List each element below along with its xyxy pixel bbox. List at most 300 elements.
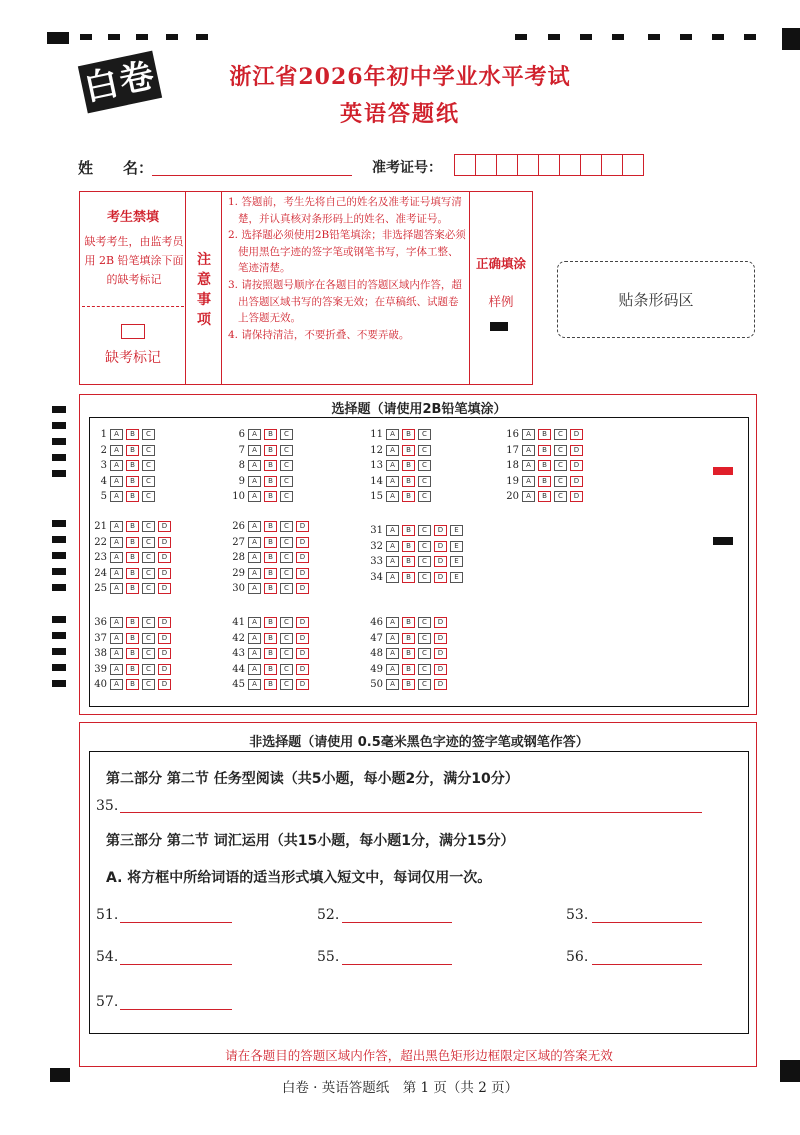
answer-line-53[interactable] bbox=[592, 922, 702, 923]
timing-mark bbox=[52, 438, 66, 445]
question-row bbox=[368, 540, 466, 553]
part3-heading: 第三部分 第二节 词汇运用（共15小题，每小题1分，满分15分） bbox=[106, 833, 515, 849]
option-bubble[interactable]: B bbox=[538, 445, 551, 456]
timing-mark bbox=[52, 680, 66, 687]
option-bubble[interactable]: A bbox=[110, 445, 123, 456]
option-bubble[interactable]: A bbox=[110, 633, 123, 644]
option-bubble[interactable]: B bbox=[126, 552, 139, 563]
option-bubble[interactable]: D bbox=[296, 568, 309, 579]
option-bubble[interactable]: B bbox=[264, 445, 277, 456]
option-bubble[interactable]: B bbox=[264, 568, 277, 579]
option-bubble[interactable]: D bbox=[296, 521, 309, 532]
option-bubble[interactable]: D bbox=[296, 679, 309, 690]
option-bubble[interactable]: C bbox=[142, 648, 155, 659]
option-bubble[interactable]: A bbox=[386, 460, 399, 471]
option-bubble[interactable]: A bbox=[110, 679, 123, 690]
option-bubble[interactable]: A bbox=[110, 537, 123, 548]
question-number: 42 bbox=[232, 632, 245, 644]
option-bubble[interactable]: A bbox=[110, 429, 123, 440]
option-bubble[interactable]: A bbox=[386, 664, 399, 675]
option-bubble[interactable]: C bbox=[280, 583, 293, 594]
question-row bbox=[92, 551, 174, 564]
id-digit-box[interactable] bbox=[454, 154, 476, 176]
option-bubble[interactable]: C bbox=[280, 552, 293, 563]
option-bubble[interactable]: B bbox=[402, 476, 415, 487]
option-bubble[interactable]: C bbox=[280, 537, 293, 548]
question-number: 15 bbox=[370, 491, 383, 502]
option-bubble[interactable]: C bbox=[142, 445, 155, 456]
option-bubble[interactable]: D bbox=[570, 476, 583, 487]
answer-line-57[interactable] bbox=[120, 1009, 232, 1010]
id-digit-box[interactable] bbox=[517, 154, 539, 176]
divider bbox=[82, 306, 184, 307]
question-row bbox=[92, 459, 158, 472]
option-bubble[interactable]: B bbox=[538, 460, 551, 471]
option-bubble[interactable]: B bbox=[264, 679, 277, 690]
option-bubble[interactable]: D bbox=[158, 521, 171, 532]
option-bubble[interactable]: C bbox=[280, 521, 293, 532]
question-row bbox=[230, 475, 296, 488]
timing-mark bbox=[52, 648, 66, 655]
option-bubble[interactable]: A bbox=[248, 537, 261, 548]
question-number: 18 bbox=[506, 460, 519, 471]
option-bubble[interactable]: B bbox=[402, 525, 415, 536]
option-bubble[interactable]: B bbox=[538, 491, 551, 502]
option-bubble[interactable]: A bbox=[248, 617, 261, 628]
question-number: 1 bbox=[100, 429, 107, 440]
option-bubble[interactable]: C bbox=[142, 583, 155, 594]
question-number: 43 bbox=[232, 648, 245, 659]
option-bubble[interactable]: B bbox=[402, 617, 415, 628]
notes-box bbox=[79, 191, 533, 385]
option-bubble[interactable]: A bbox=[522, 445, 535, 456]
id-digit-box[interactable] bbox=[580, 154, 602, 176]
option-bubble[interactable]: A bbox=[110, 648, 123, 659]
option-bubble[interactable]: D bbox=[158, 648, 171, 659]
option-bubble[interactable]: A bbox=[248, 648, 261, 659]
option-bubble[interactable]: C bbox=[418, 556, 431, 567]
option-bubble[interactable]: A bbox=[248, 460, 261, 471]
option-bubble[interactable]: C bbox=[418, 476, 431, 487]
option-bubble[interactable]: A bbox=[386, 491, 399, 502]
option-bubble[interactable]: A bbox=[386, 556, 399, 567]
option-bubble[interactable]: B bbox=[264, 648, 277, 659]
option-bubble[interactable]: E bbox=[450, 525, 463, 536]
option-bubble[interactable]: A bbox=[248, 491, 261, 502]
question-number: 56. bbox=[566, 949, 589, 965]
option-bubble[interactable]: B bbox=[126, 617, 139, 628]
option-bubble[interactable]: C bbox=[418, 572, 431, 583]
question-number: 34 bbox=[370, 571, 383, 583]
attention-label: 注 意 事 项 bbox=[197, 252, 211, 328]
option-bubble[interactable]: D bbox=[434, 572, 447, 583]
absent-title: 考生禁填 bbox=[106, 210, 159, 225]
option-bubble[interactable]: D bbox=[296, 648, 309, 659]
option-bubble[interactable]: D bbox=[158, 537, 171, 548]
question-row bbox=[504, 459, 586, 472]
option-bubble[interactable]: C bbox=[554, 460, 567, 471]
option-bubble[interactable]: C bbox=[554, 476, 567, 487]
fill-title: 正确填涂 bbox=[475, 256, 526, 271]
timing-mark bbox=[52, 520, 66, 527]
timing-mark bbox=[108, 34, 120, 40]
question-number: 52. bbox=[317, 907, 340, 923]
question-number: 8 bbox=[238, 460, 245, 471]
option-bubble[interactable]: D bbox=[434, 525, 447, 536]
option-bubble[interactable]: B bbox=[126, 664, 139, 675]
option-bubble[interactable]: A bbox=[110, 460, 123, 471]
question-row bbox=[368, 647, 450, 660]
option-bubble[interactable]: A bbox=[386, 648, 399, 659]
question-row bbox=[92, 616, 174, 629]
timing-mark bbox=[648, 34, 660, 40]
option-bubble[interactable]: C bbox=[418, 491, 431, 502]
option-bubble[interactable]: D bbox=[158, 679, 171, 690]
question-number: 45 bbox=[232, 679, 245, 690]
option-bubble[interactable]: D bbox=[296, 537, 309, 548]
question-number: 11 bbox=[370, 429, 383, 440]
option-bubble[interactable]: C bbox=[142, 633, 155, 644]
timing-mark bbox=[47, 32, 69, 44]
option-bubble[interactable]: C bbox=[142, 521, 155, 532]
question-row bbox=[92, 647, 174, 660]
option-bubble[interactable]: A bbox=[248, 429, 261, 440]
option-bubble[interactable]: C bbox=[280, 476, 293, 487]
option-bubble[interactable]: D bbox=[434, 679, 447, 690]
absent-checkbox[interactable] bbox=[121, 324, 145, 339]
option-bubble[interactable]: C bbox=[142, 491, 155, 502]
option-bubble[interactable]: A bbox=[248, 568, 261, 579]
option-bubble[interactable]: D bbox=[158, 617, 171, 628]
option-bubble[interactable]: C bbox=[280, 679, 293, 690]
question-number: 36 bbox=[94, 617, 107, 628]
option-bubble[interactable]: B bbox=[402, 445, 415, 456]
filled-sample-mark bbox=[490, 322, 508, 331]
question-row bbox=[368, 663, 450, 676]
option-bubble[interactable]: B bbox=[402, 664, 415, 675]
absent-text: 缺考考生，由监考员用 2B 铅笔填涂下面的缺考标记 bbox=[84, 235, 184, 286]
option-bubble[interactable]: B bbox=[402, 429, 415, 440]
option-bubble[interactable]: C bbox=[418, 679, 431, 690]
option-bubble[interactable]: A bbox=[522, 460, 535, 471]
option-bubble[interactable]: B bbox=[402, 633, 415, 644]
timing-mark bbox=[515, 34, 527, 40]
nonchoice-answer-area bbox=[89, 751, 749, 1034]
question-number: 26 bbox=[232, 521, 245, 532]
option-bubble[interactable]: C bbox=[418, 633, 431, 644]
question-row bbox=[92, 520, 174, 533]
option-bubble[interactable]: D bbox=[296, 664, 309, 675]
barcode-area: 贴条形码区 bbox=[557, 261, 755, 338]
option-bubble[interactable]: C bbox=[280, 491, 293, 502]
timing-mark bbox=[136, 34, 148, 40]
option-bubble[interactable]: B bbox=[402, 572, 415, 583]
option-bubble[interactable]: A bbox=[248, 521, 261, 532]
option-bubble[interactable]: B bbox=[402, 679, 415, 690]
option-bubble[interactable]: C bbox=[142, 460, 155, 471]
option-bubble[interactable]: B bbox=[126, 476, 139, 487]
option-bubble[interactable]: B bbox=[126, 521, 139, 532]
option-bubble[interactable]: A bbox=[386, 429, 399, 440]
name-field[interactable] bbox=[152, 175, 352, 176]
option-bubble[interactable]: C bbox=[142, 664, 155, 675]
option-bubble[interactable]: B bbox=[264, 476, 277, 487]
option-bubble[interactable]: B bbox=[402, 556, 415, 567]
option-bubble[interactable]: C bbox=[142, 476, 155, 487]
question-number: 16 bbox=[506, 429, 519, 440]
question-number: 4 bbox=[100, 475, 107, 487]
option-bubble[interactable]: D bbox=[158, 583, 171, 594]
option-bubble[interactable]: C bbox=[554, 445, 567, 456]
option-bubble[interactable]: B bbox=[264, 429, 277, 440]
option-bubble[interactable]: B bbox=[538, 429, 551, 440]
option-bubble[interactable]: B bbox=[402, 541, 415, 552]
rule-item: 4. 请保持清洁，不要折叠、不要弄破。 bbox=[228, 328, 410, 341]
option-bubble[interactable]: D bbox=[570, 491, 583, 502]
option-bubble[interactable]: B bbox=[126, 568, 139, 579]
question-row bbox=[230, 520, 312, 533]
option-bubble[interactable]: B bbox=[264, 460, 277, 471]
option-bubble[interactable]: A bbox=[110, 568, 123, 579]
option-bubble[interactable]: B bbox=[126, 445, 139, 456]
option-bubble[interactable]: B bbox=[264, 521, 277, 532]
option-bubble[interactable]: E bbox=[450, 572, 463, 583]
question-row bbox=[92, 582, 174, 595]
option-bubble[interactable]: D bbox=[158, 568, 171, 579]
option-bubble[interactable]: A bbox=[110, 491, 123, 502]
question-number: 19 bbox=[506, 475, 519, 487]
question-row bbox=[504, 490, 586, 503]
question-number: 7 bbox=[238, 444, 245, 456]
option-bubble[interactable]: D bbox=[158, 664, 171, 675]
question-row bbox=[230, 444, 296, 457]
question-number: 21 bbox=[94, 521, 107, 532]
question-row bbox=[368, 459, 434, 472]
option-bubble[interactable]: B bbox=[126, 679, 139, 690]
question-row bbox=[92, 428, 158, 441]
option-bubble[interactable]: C bbox=[280, 617, 293, 628]
question-row bbox=[504, 444, 586, 457]
option-bubble[interactable]: A bbox=[386, 633, 399, 644]
option-bubble[interactable]: A bbox=[386, 572, 399, 583]
answer-line-54[interactable] bbox=[120, 964, 232, 965]
timing-mark bbox=[52, 536, 66, 543]
option-bubble[interactable]: B bbox=[126, 583, 139, 594]
option-bubble[interactable]: C bbox=[418, 445, 431, 456]
option-bubble[interactable]: D bbox=[434, 648, 447, 659]
option-bubble[interactable]: C bbox=[142, 679, 155, 690]
option-bubble[interactable]: C bbox=[280, 648, 293, 659]
option-bubble[interactable]: B bbox=[264, 617, 277, 628]
option-bubble[interactable]: D bbox=[434, 617, 447, 628]
option-bubble[interactable]: A bbox=[522, 476, 535, 487]
id-digit-box[interactable] bbox=[475, 154, 497, 176]
timing-mark bbox=[80, 34, 92, 40]
id-digit-box[interactable] bbox=[622, 154, 644, 176]
question-row bbox=[368, 444, 434, 457]
option-bubble[interactable]: A bbox=[386, 476, 399, 487]
option-bubble[interactable]: B bbox=[402, 648, 415, 659]
question-number: 20 bbox=[506, 491, 519, 502]
timing-mark bbox=[548, 34, 560, 40]
option-bubble[interactable]: B bbox=[264, 664, 277, 675]
option-bubble[interactable]: D bbox=[570, 429, 583, 440]
rule-item: 2. 选择题必须使用2B铅笔填涂；非选择题答案必须使用黑色字迹的签字笔或钢笔书写，字体工整、笔迹清楚。 bbox=[228, 229, 466, 275]
timing-mark bbox=[52, 616, 66, 623]
option-bubble[interactable]: A bbox=[248, 633, 261, 644]
question-number: 50 bbox=[370, 679, 383, 690]
choice-answer-area bbox=[89, 417, 749, 707]
timing-mark bbox=[52, 664, 66, 671]
option-bubble[interactable]: E bbox=[450, 541, 463, 552]
question-number: 55. bbox=[317, 949, 340, 965]
option-bubble[interactable]: B bbox=[264, 552, 277, 563]
option-bubble[interactable]: B bbox=[538, 476, 551, 487]
question-number: 23 bbox=[94, 552, 107, 563]
option-bubble[interactable]: D bbox=[296, 552, 309, 563]
option-bubble[interactable]: C bbox=[280, 460, 293, 471]
option-bubble[interactable]: D bbox=[434, 664, 447, 675]
question-row bbox=[504, 475, 586, 488]
question-row bbox=[368, 555, 466, 568]
option-bubble[interactable]: D bbox=[158, 552, 171, 563]
option-bubble[interactable]: B bbox=[402, 491, 415, 502]
option-bubble[interactable]: A bbox=[248, 445, 261, 456]
question-row bbox=[230, 616, 312, 629]
question-number: 51. bbox=[96, 907, 119, 923]
option-bubble[interactable]: C bbox=[280, 664, 293, 675]
option-bubble[interactable]: D bbox=[296, 617, 309, 628]
option-bubble[interactable]: C bbox=[142, 537, 155, 548]
option-bubble[interactable]: C bbox=[280, 429, 293, 440]
answer-line-35[interactable] bbox=[120, 812, 702, 813]
option-bubble[interactable]: C bbox=[418, 664, 431, 675]
id-digit-box[interactable] bbox=[496, 154, 518, 176]
absent-section bbox=[80, 192, 186, 384]
option-bubble[interactable]: C bbox=[418, 525, 431, 536]
option-bubble[interactable]: B bbox=[126, 648, 139, 659]
option-bubble[interactable]: D bbox=[434, 633, 447, 644]
option-bubble[interactable]: A bbox=[248, 476, 261, 487]
option-bubble[interactable]: A bbox=[110, 521, 123, 532]
option-bubble[interactable]: D bbox=[434, 541, 447, 552]
question-row bbox=[230, 582, 312, 595]
option-bubble[interactable]: B bbox=[126, 429, 139, 440]
answer-line-51[interactable] bbox=[120, 922, 232, 923]
option-bubble[interactable]: A bbox=[386, 617, 399, 628]
option-bubble[interactable]: C bbox=[280, 568, 293, 579]
question-row bbox=[368, 524, 466, 537]
option-bubble[interactable]: C bbox=[142, 617, 155, 628]
option-bubble[interactable]: C bbox=[280, 633, 293, 644]
question-number: 41 bbox=[232, 617, 245, 628]
option-bubble[interactable]: B bbox=[264, 633, 277, 644]
timing-mark bbox=[680, 34, 692, 40]
option-bubble[interactable]: B bbox=[126, 460, 139, 471]
option-bubble[interactable]: E bbox=[450, 556, 463, 567]
option-bubble[interactable]: B bbox=[126, 491, 139, 502]
option-bubble[interactable]: A bbox=[110, 476, 123, 487]
id-digit-box[interactable] bbox=[601, 154, 623, 176]
option-bubble[interactable]: C bbox=[418, 460, 431, 471]
option-bubble[interactable]: D bbox=[570, 445, 583, 456]
option-bubble[interactable]: B bbox=[126, 633, 139, 644]
option-bubble[interactable]: D bbox=[570, 460, 583, 471]
option-bubble[interactable]: A bbox=[110, 583, 123, 594]
question-number: 35. bbox=[96, 798, 119, 814]
timing-mark bbox=[612, 34, 624, 40]
option-bubble[interactable]: C bbox=[142, 552, 155, 563]
option-bubble[interactable]: A bbox=[386, 525, 399, 536]
option-bubble[interactable]: C bbox=[142, 429, 155, 440]
option-bubble[interactable]: A bbox=[386, 445, 399, 456]
option-bubble[interactable]: C bbox=[418, 429, 431, 440]
option-bubble[interactable]: D bbox=[434, 556, 447, 567]
timing-mark bbox=[52, 470, 66, 477]
black-mark bbox=[713, 537, 733, 545]
question-number: 22 bbox=[94, 536, 107, 548]
option-bubble[interactable]: C bbox=[280, 445, 293, 456]
question-row bbox=[230, 551, 312, 564]
option-bubble[interactable]: A bbox=[248, 552, 261, 563]
option-bubble[interactable]: A bbox=[110, 664, 123, 675]
option-bubble[interactable]: A bbox=[386, 679, 399, 690]
option-bubble[interactable]: B bbox=[264, 491, 277, 502]
option-bubble[interactable]: B bbox=[402, 460, 415, 471]
option-bubble[interactable]: A bbox=[110, 617, 123, 628]
option-bubble[interactable]: A bbox=[110, 552, 123, 563]
option-bubble[interactable]: C bbox=[142, 568, 155, 579]
option-bubble[interactable]: A bbox=[248, 679, 261, 690]
option-bubble[interactable]: C bbox=[418, 541, 431, 552]
choice-section bbox=[79, 394, 757, 715]
option-bubble[interactable]: B bbox=[264, 537, 277, 548]
option-bubble[interactable]: A bbox=[248, 664, 261, 675]
option-bubble[interactable]: A bbox=[386, 541, 399, 552]
id-digit-box[interactable] bbox=[559, 154, 581, 176]
question-number: 49 bbox=[370, 663, 383, 675]
id-digit-box[interactable] bbox=[538, 154, 560, 176]
question-row bbox=[92, 490, 158, 503]
option-bubble[interactable]: A bbox=[522, 491, 535, 502]
question-number: 25 bbox=[94, 583, 107, 594]
answer-line-55[interactable] bbox=[342, 964, 452, 965]
option-bubble[interactable]: C bbox=[418, 648, 431, 659]
option-bubble[interactable]: C bbox=[554, 429, 567, 440]
option-bubble[interactable]: A bbox=[522, 429, 535, 440]
partA-instruction: A. 将方框中所给词语的适当形式填入短文中，每词仅用一次。 bbox=[106, 870, 492, 886]
nonchoice-title: 非选择题（请使用 0.5毫米黑色字迹的签字笔或钢笔作答） bbox=[249, 735, 589, 750]
option-bubble[interactable]: D bbox=[296, 583, 309, 594]
part2-heading: 第二部分 第二节 任务型阅读（共5小题，每小题2分，满分10分） bbox=[106, 771, 519, 787]
option-bubble[interactable]: B bbox=[126, 537, 139, 548]
option-bubble[interactable]: C bbox=[418, 617, 431, 628]
exam-id-boxes[interactable] bbox=[454, 154, 643, 176]
question-row bbox=[230, 459, 296, 472]
option-bubble[interactable]: B bbox=[264, 583, 277, 594]
option-bubble[interactable]: C bbox=[554, 491, 567, 502]
option-bubble[interactable]: D bbox=[296, 633, 309, 644]
attention-section bbox=[186, 192, 222, 384]
sheet-title: 英语答题纸 bbox=[339, 101, 460, 127]
question-number: 40 bbox=[94, 679, 107, 690]
answer-line-56[interactable] bbox=[592, 964, 702, 965]
option-bubble[interactable]: A bbox=[248, 583, 261, 594]
question-row bbox=[368, 678, 450, 691]
option-bubble[interactable]: D bbox=[158, 633, 171, 644]
question-number: 38 bbox=[94, 648, 107, 659]
answer-line-52[interactable] bbox=[342, 922, 452, 923]
